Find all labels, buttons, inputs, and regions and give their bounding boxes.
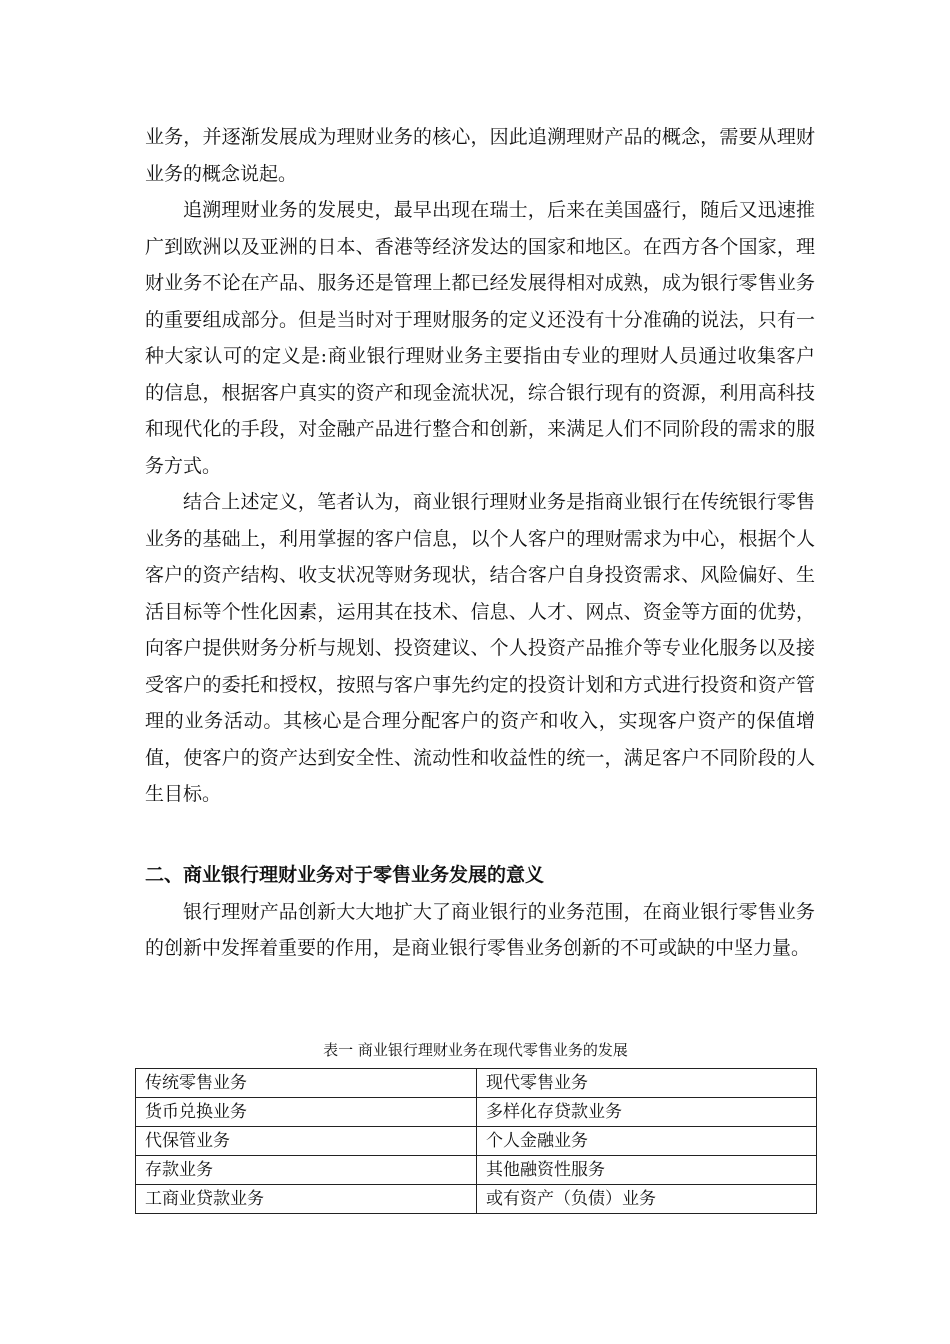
body-text-top bbox=[145, 119, 815, 813]
table-caption: 表一 商业银行理财业务在现代零售业务的发展 bbox=[323, 1041, 628, 1059]
table-cell: 货币兑换业务 bbox=[136, 1098, 477, 1127]
table-row bbox=[136, 1098, 817, 1127]
paragraph-continued: 业务，并逐渐发展成为理财业务的核心，因此追溯理财产品的概念，需要从理财业务的概念说起。 bbox=[145, 126, 815, 185]
paragraph-history: 追溯理财业务的发展史，最早出现在瑞士，后来在美国盛行，随后又迅速推广到欧洲以及亚洲的日本、香港等经济发达的国家和地区。在西方各个国家，理财业务不论在产品、服务还是管理上都已经发展得相对成熟，成为银行零售业务的重要组成部分。但是当时对于理财服务的定义还没有十分准确的说法，只有一种大家认可的定义是:商业银行理财业务主要指由专业的理财人员通过收集客户的信息，根据客户真实的资产和现金流状况，综合银行现有的资源，利用高科技和现代化的手段，对金融产品进行整合和创新，来满足人们不同阶段的需求的服务方式。 bbox=[145, 199, 815, 477]
table-cell: 传统零售业务 bbox=[136, 1069, 477, 1098]
table-row bbox=[136, 1156, 817, 1185]
section-paragraph: 银行理财产品创新大大地扩大了商业银行的业务范围，在商业银行零售业务的创新中发挥着重要的作用，是商业银行零售业务创新的不可或缺的中坚力量。 bbox=[145, 900, 815, 959]
table-cell: 多样化存贷款业务 bbox=[477, 1098, 817, 1127]
paragraph-definition: 结合上述定义，笔者认为，商业银行理财业务是指商业银行在传统银行零售业务的基础上，利用掌握的客户信息，以个人客户的理财需求为中心，根据个人客户的资产结构、收支状况等财务现状，结合客户自身投资需求、风险偏好、生活目标等个性化因素，运用其在技术、信息、人才、网点、资金等方面的优势，向客户提供财务分析与规划、投资建议、个人投资产品推介等专业化服务以及接受客户的委托和授权，按照与客户事先约定的投资计划和方式进行投资和资产管理的业务活动。其核心是合理分配客户的资产和收入，实现客户资产的保值增值，使客户的资产达到安全性、流动性和收益性的统一，满足客户不同阶段的人生目标。 bbox=[145, 491, 815, 805]
table-row bbox=[136, 1127, 817, 1156]
table-cell: 现代零售业务 bbox=[477, 1069, 817, 1098]
table-cell: 个人金融业务 bbox=[477, 1127, 817, 1156]
table-cell: 其他融资性服务 bbox=[477, 1156, 817, 1185]
retail-business-table bbox=[135, 1068, 817, 1214]
table-cell: 代保管业务 bbox=[136, 1127, 477, 1156]
table-row bbox=[136, 1185, 817, 1214]
section-two bbox=[145, 857, 815, 967]
table-cell: 或有资产（负债）业务 bbox=[477, 1185, 817, 1214]
table-row bbox=[136, 1069, 817, 1098]
table-cell: 存款业务 bbox=[136, 1156, 477, 1185]
section-heading: 二、商业银行理财业务对于零售业务发展的意义 bbox=[145, 864, 545, 886]
table-cell: 工商业贷款业务 bbox=[136, 1185, 477, 1214]
